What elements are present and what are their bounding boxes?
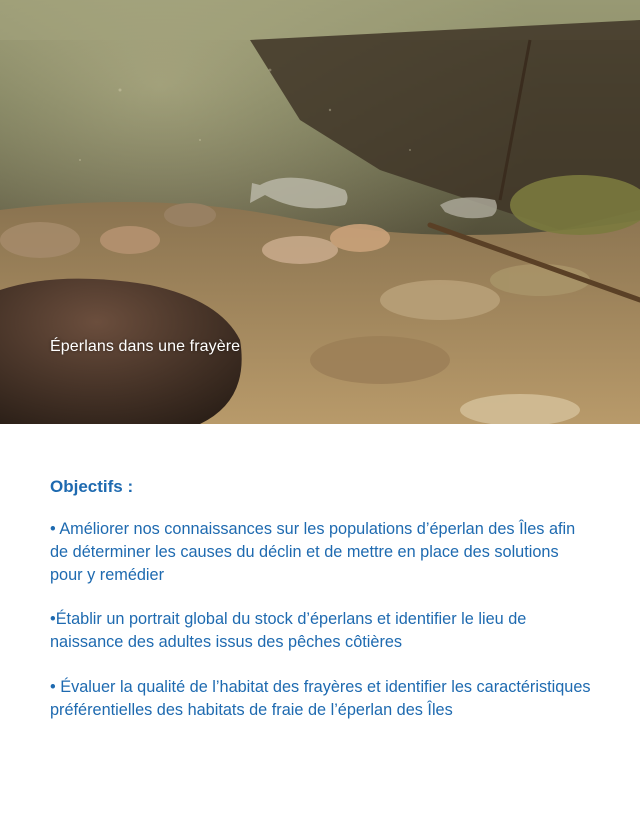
- objectives-heading: Objectifs :: [50, 477, 134, 496]
- objective-item: • Évaluer la qualité de l’habitat des frayères et identifier les caractéristiques préférentielles des habitats de fraie de l’éperlan des Îles: [50, 678, 591, 719]
- objective-item: •Établir un portrait global du stock d’éperlans et identifier le lieu de naissance des adultes issus des pêches côtières: [50, 610, 527, 651]
- photo-caption: Éperlans dans une frayère: [50, 338, 241, 355]
- objective-item: • Améliorer nos connaissances sur les populations d’éperlan des Îles afin de déterminer les causes du déclin et de mettre en place des solutions pour y remédier: [50, 520, 576, 584]
